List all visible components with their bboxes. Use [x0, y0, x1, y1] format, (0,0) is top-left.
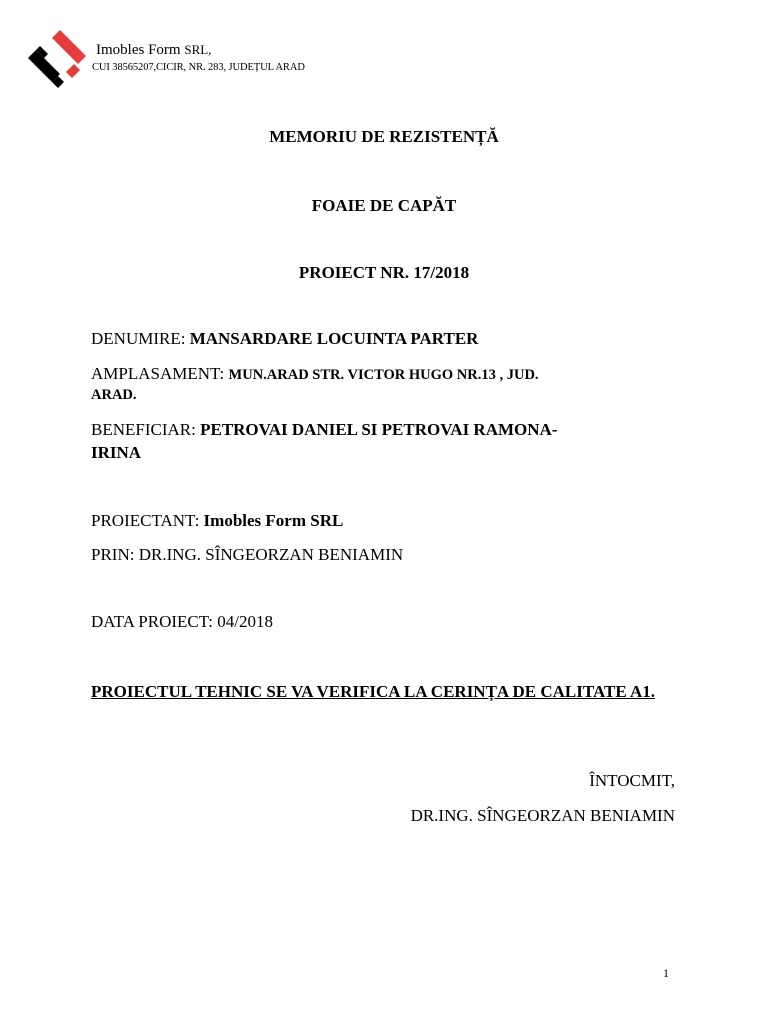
- company-suffix: SRL,: [184, 42, 212, 57]
- beneficiar-value-line2: IRINA: [91, 443, 142, 462]
- beneficiar-value-line1: PETROVAI DANIEL SI PETROVAI RAMONA-: [200, 420, 558, 439]
- field-prin: PRIN: DR.ING. SÎNGEORZAN BENIAMIN: [91, 545, 404, 564]
- field-data-proiect: DATA PROIECT: 04/2018: [91, 612, 273, 631]
- document-subtitle: FOAIE DE CAPĂT: [311, 196, 457, 215]
- project-number: PROIECT NR. 17/2018: [298, 263, 470, 282]
- denumire-label: DENUMIRE:: [91, 329, 186, 348]
- company-name: [96, 42, 211, 59]
- company-address: CUI 38565207,CICIR, NR. 283, JUDEȚUL ARAD: [92, 62, 305, 73]
- amplasament-value-line2: ARAD.: [91, 387, 137, 403]
- field-beneficiar: [91, 420, 557, 440]
- proiectant-label: PROIECTANT:: [91, 511, 200, 530]
- document-title: MEMORIU DE REZISTENȚĂ: [269, 127, 499, 146]
- beneficiar-label: BENEFICIAR:: [91, 420, 196, 439]
- company-logo: [26, 28, 88, 88]
- denumire-value: MANSARDARE LOCUINTA PARTER: [189, 329, 479, 348]
- field-amplasament: [91, 364, 539, 384]
- field-denumire: [91, 329, 478, 349]
- field-proiectant: [91, 511, 343, 531]
- logo-black-bracket: [28, 46, 64, 88]
- amplasament-value-line1: MUN.ARAD STR. VICTOR HUGO NR.13 , JUD.: [228, 367, 539, 383]
- signature-name: DR.ING. SÎNGEORZAN BENIAMIN: [410, 806, 675, 825]
- signature-intocmit: ÎNTOCMIT,: [589, 771, 675, 790]
- quality-requirement: PROIECTUL TEHNIC SE VA VERIFICA LA CERINȚA DE CALITATE A1.: [91, 682, 655, 701]
- amplasament-label: AMPLASAMENT:: [91, 364, 225, 383]
- page-number: 1: [663, 966, 669, 980]
- proiectant-value: Imobles Form SRL: [203, 511, 344, 530]
- logo-red-bracket: [52, 30, 86, 78]
- company-name-text: Imobles Form: [96, 42, 181, 58]
